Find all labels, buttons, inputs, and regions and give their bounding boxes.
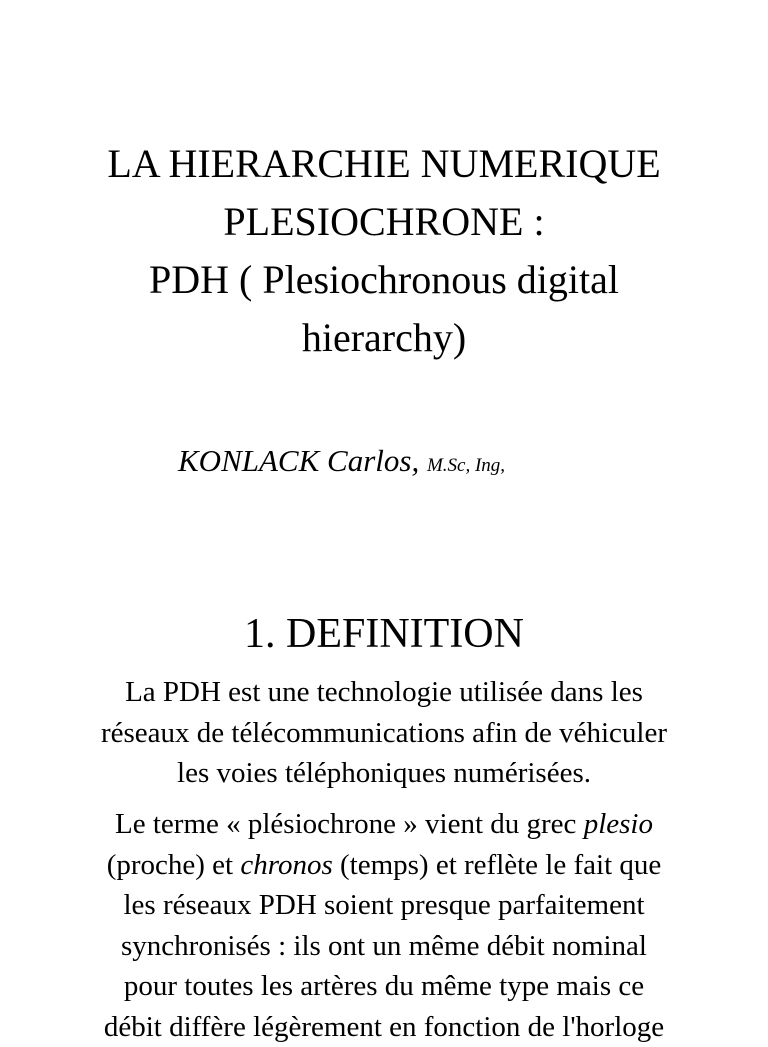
paragraph-1-line-2: réseaux de télécommunications afin de véhiculer — [0, 713, 768, 754]
paragraph-1-line-1: La PDH est une technologie utilisée dans les — [0, 672, 768, 713]
paragraph-2-line-2 — [0, 845, 768, 886]
paragraph-2-line-3: les réseaux PDH soient presque parfaitement — [0, 885, 768, 926]
p2-term-chronos: chronos — [240, 849, 332, 881]
title-line-3: PDH ( Plesiochronous digital — [0, 251, 768, 309]
title-line-1: LA HIERARCHIE NUMERIQUE — [0, 135, 768, 193]
p2-line1-text: Le terme « plésiochrone » vient du grec — [115, 808, 584, 840]
paragraph-2-line-4: synchronisés : ils ont un même débit nominal — [0, 926, 768, 967]
p2-line2-prefix: (proche) et — [107, 849, 241, 881]
title-line-2: PLESIOCHRONE : — [0, 193, 768, 251]
definition-paragraph-1 — [0, 672, 768, 794]
section-heading: 1. DEFINITION — [0, 608, 768, 660]
paragraph-2-line-5: pour toutes les artères du même type mais ce — [0, 966, 768, 1007]
paragraph-2-line-1 — [0, 804, 768, 845]
p2-line2-suffix: (temps) et reflète le fait que — [333, 849, 662, 881]
title-line-4: hierarchy) — [0, 309, 768, 367]
definition-paragraph-2 — [0, 804, 768, 1047]
author-line — [178, 443, 505, 479]
author-credentials: M.Sc, Ing, — [427, 455, 505, 476]
author-name: KONLACK Carlos, — [178, 443, 419, 478]
p2-term-plesio: plesio — [584, 808, 653, 840]
paragraph-2-line-6: débit diffère légèrement en fonction de l'horloge — [0, 1007, 768, 1047]
paragraph-1-line-3: les voies téléphoniques numérisées. — [0, 753, 768, 794]
document-title — [0, 135, 768, 367]
